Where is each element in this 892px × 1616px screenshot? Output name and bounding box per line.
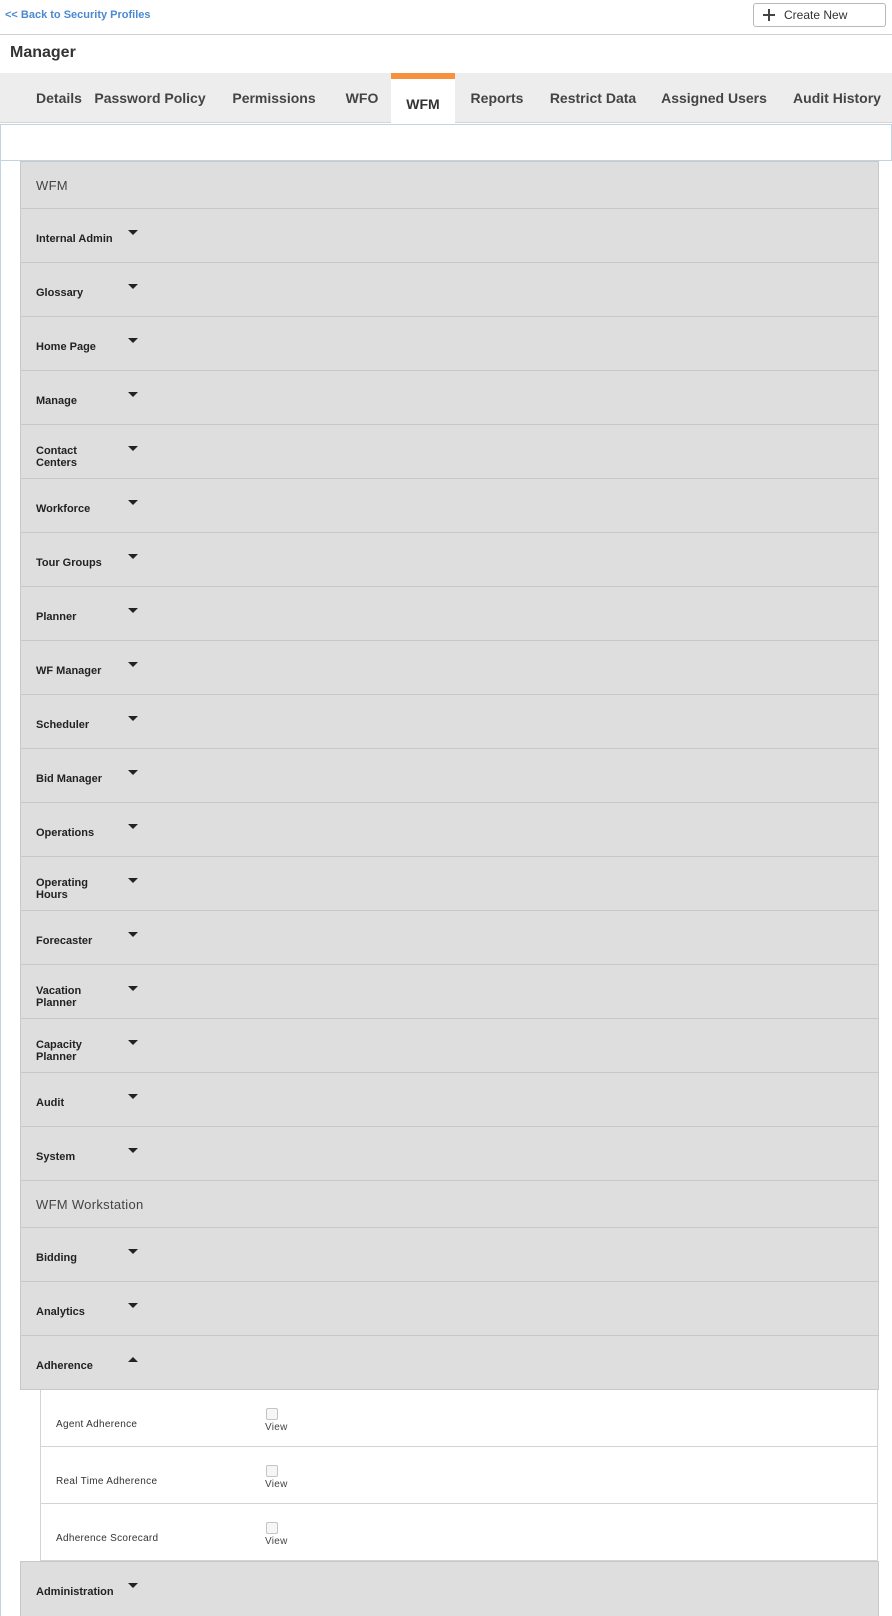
tab-permissions[interactable] (227, 73, 321, 123)
group-analytics[interactable] (20, 1281, 879, 1335)
group-manage[interactable] (20, 370, 879, 424)
create-new-label: Create New (784, 8, 848, 22)
group-label: Internal Admin (36, 232, 113, 245)
permission-label: Adherence Scorecard (56, 1533, 159, 1544)
caret-down-icon[interactable] (128, 1583, 138, 1588)
caret-down-icon[interactable] (128, 1148, 138, 1153)
group-label: Glossary (36, 286, 84, 299)
caret-down-icon[interactable] (128, 1040, 138, 1045)
group-operations[interactable] (20, 802, 879, 856)
caret-down-icon[interactable] (128, 932, 138, 937)
group-wf-manager[interactable] (20, 640, 879, 694)
tab-label: Restrict Data (549, 90, 637, 106)
group-label: Administration (36, 1585, 114, 1598)
group-forecaster[interactable] (20, 910, 879, 964)
section-header-wfm: WFM (20, 161, 879, 208)
caret-down-icon[interactable] (128, 1303, 138, 1308)
back-to-security-profiles-link[interactable]: << Back to Security Profiles (5, 9, 151, 21)
tab-audit-history[interactable] (791, 73, 883, 123)
tab-details[interactable] (20, 73, 98, 123)
tab-label: Details (36, 90, 82, 106)
group-label: WF Manager (36, 664, 102, 677)
group-label: Home Page (36, 340, 96, 353)
view-checkbox[interactable] (266, 1465, 278, 1477)
permission-row-real-time-adherence (40, 1447, 878, 1504)
tab-wfo[interactable] (342, 73, 382, 123)
group-administration[interactable] (20, 1561, 879, 1616)
group-operating-hours[interactable] (20, 856, 879, 910)
group-audit[interactable] (20, 1072, 879, 1126)
group-label: Vacation Planner (36, 985, 82, 1009)
caret-down-icon[interactable] (128, 716, 138, 721)
caret-down-icon[interactable] (128, 500, 138, 505)
caret-down-icon[interactable] (128, 1094, 138, 1099)
caret-down-icon[interactable] (128, 1249, 138, 1254)
group-vacation-planner[interactable] (20, 964, 879, 1018)
tab-bar (0, 73, 892, 123)
caret-down-icon[interactable] (128, 878, 138, 883)
tab-reports[interactable] (468, 73, 526, 123)
group-label: Operating Hours (36, 877, 88, 901)
tab-assigned-users[interactable] (661, 73, 767, 123)
caret-down-icon[interactable] (128, 446, 138, 451)
group-adherence[interactable] (20, 1335, 879, 1390)
tab-label: Password Policy (94, 90, 206, 106)
group-glossary[interactable] (20, 262, 879, 316)
tab-password-policy[interactable] (94, 73, 206, 123)
group-label: System (36, 1150, 76, 1163)
group-bid-manager[interactable] (20, 748, 879, 802)
view-checkbox[interactable] (266, 1522, 278, 1534)
group-label: Analytics (36, 1305, 85, 1318)
tab-label: WFM (406, 96, 440, 112)
top-bar (0, 0, 892, 35)
group-label: Bid Manager (36, 772, 103, 785)
tab-restrict-data[interactable] (551, 73, 635, 123)
view-checkbox[interactable] (266, 1408, 278, 1420)
section-header-wfm-workstation: WFM Workstation (20, 1180, 879, 1227)
group-planner[interactable] (20, 586, 879, 640)
group-tour-groups[interactable] (20, 532, 879, 586)
create-new-button[interactable] (753, 3, 886, 27)
caret-down-icon[interactable] (128, 284, 138, 289)
group-label: Manage (36, 394, 77, 407)
group-label: Planner (36, 610, 77, 623)
group-label: Adherence (36, 1359, 93, 1372)
tab-label: WFO (345, 90, 379, 106)
tab-label: Assigned Users (661, 90, 767, 106)
group-label: Forecaster (36, 934, 93, 947)
permission-row-agent-adherence (40, 1390, 878, 1447)
caret-down-icon[interactable] (128, 662, 138, 667)
group-bidding[interactable] (20, 1227, 879, 1281)
group-system[interactable] (20, 1126, 879, 1180)
group-internal-admin[interactable] (20, 208, 879, 262)
content-top-strip (0, 124, 892, 161)
group-home-page[interactable] (20, 316, 879, 370)
permission-label: Agent Adherence (56, 1419, 138, 1430)
group-capacity-planner[interactable] (20, 1018, 879, 1072)
page-title: Manager (10, 44, 76, 61)
view-label: View (265, 1479, 288, 1490)
group-label: Contact Centers (36, 445, 77, 469)
caret-down-icon[interactable] (128, 392, 138, 397)
group-label: Audit (36, 1096, 65, 1109)
caret-down-icon[interactable] (128, 986, 138, 991)
group-label: Workforce (36, 502, 91, 515)
tab-label: Reports (470, 90, 524, 106)
group-scheduler[interactable] (20, 694, 879, 748)
tab-wfm[interactable] (391, 73, 455, 124)
caret-down-icon[interactable] (128, 608, 138, 613)
group-workforce[interactable] (20, 478, 879, 532)
view-label: View (265, 1422, 288, 1433)
caret-down-icon[interactable] (128, 554, 138, 559)
group-contact-centers[interactable] (20, 424, 879, 478)
permission-row-adherence-scorecard (40, 1504, 878, 1561)
group-label: Scheduler (36, 718, 90, 731)
tab-label: Permissions (232, 90, 316, 106)
group-label: Tour Groups (36, 556, 102, 569)
view-label: View (265, 1536, 288, 1547)
caret-up-icon[interactable] (128, 1357, 138, 1362)
plus-icon (763, 9, 775, 21)
caret-down-icon[interactable] (128, 824, 138, 829)
tab-label: Audit History (793, 90, 881, 106)
caret-down-icon[interactable] (128, 338, 138, 343)
content-border (0, 161, 1, 1616)
group-label: Operations (36, 826, 95, 839)
caret-down-icon[interactable] (128, 770, 138, 775)
caret-down-icon[interactable] (128, 230, 138, 235)
permission-label: Real Time Adherence (56, 1476, 158, 1487)
group-label: Bidding (36, 1251, 77, 1264)
group-label: Capacity Planner (36, 1039, 82, 1063)
